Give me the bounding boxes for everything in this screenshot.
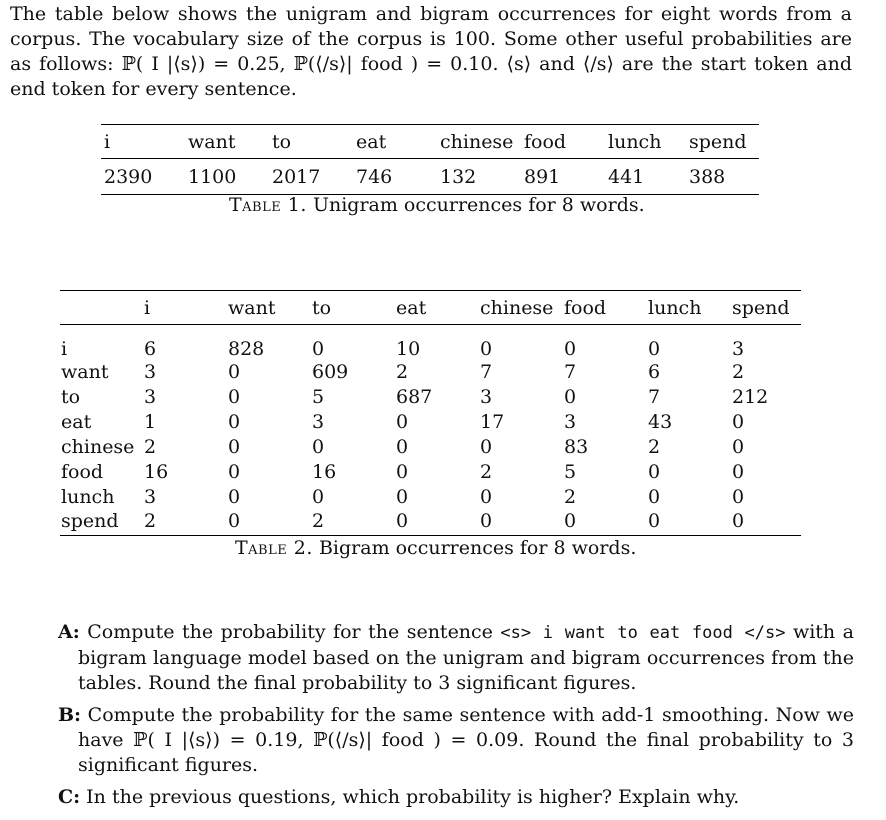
bigram-cell: 17: [480, 411, 505, 433]
bigram-row: [60, 360, 801, 385]
unigram-header-cell: food: [524, 130, 567, 153]
unigram-caption-label: Table 1.: [229, 194, 307, 216]
bigram-cell: 3: [144, 386, 157, 408]
bigram-row-label: eat: [61, 411, 92, 433]
bigram-row-label: chinese: [61, 436, 135, 458]
bigram-row: [60, 435, 801, 460]
bigram-cell: 2: [396, 361, 409, 383]
unigram-value-cell: 2390: [104, 165, 153, 188]
unigram-value-cell: 388: [689, 165, 726, 188]
bigram-cell: 2: [732, 361, 745, 383]
intro-math-1: ℙ( I |⟨s⟩) = 0.25, ℙ(⟨/s⟩| food ) = 0.10.: [121, 53, 499, 75]
bigram-cell: 7: [564, 361, 577, 383]
bigram-row-label: want: [61, 361, 109, 383]
bigram-cell: 0: [228, 509, 241, 532]
question-b-text-2: Round the final probability to 3 significant figures.: [78, 729, 855, 776]
bigram-cell: 0: [480, 337, 493, 360]
bigram-header-cell: food: [564, 296, 607, 319]
bigram-table: [60, 290, 801, 536]
bigram-header-cell: i: [144, 296, 151, 319]
bigram-row: [60, 485, 801, 510]
question-a-text-2: with a bigram language model based on the unigram and bigram occurrences from the tables. Round the final probability to 3 significant figures.: [78, 621, 854, 694]
bigram-header-row: [60, 291, 801, 325]
bigram-cell: 3: [144, 361, 157, 383]
bigram-cell: 3: [480, 386, 493, 408]
bigram-row-label: to: [61, 386, 81, 408]
bigram-caption-label: Table 2.: [235, 537, 313, 559]
bigram-cell: 0: [564, 509, 577, 532]
unigram-header-cell: chinese: [440, 130, 514, 153]
question-c-text: In the previous questions, which probability is higher? Explain why.: [80, 786, 740, 808]
bigram-cell: 10: [396, 337, 421, 360]
bigram-cell: 0: [648, 461, 661, 483]
question-c: [58, 785, 854, 810]
bigram-cell: 0: [396, 509, 409, 532]
bigram-cell: 0: [648, 337, 661, 360]
question-c-label: C:: [58, 786, 81, 808]
bigram-cell: 5: [564, 461, 577, 483]
bigram-cell: 43: [648, 411, 673, 433]
bigram-cell: 0: [228, 486, 241, 508]
bigram-cell: 0: [480, 486, 493, 508]
bigram-header-cell: want: [228, 296, 276, 319]
bigram-corner-cell: [60, 291, 144, 325]
unigram-table-caption: [229, 194, 645, 216]
bigram-row: [60, 325, 801, 360]
question-b-text: Compute the probability for the same sentence with add-1 smoothing. Now we have: [78, 704, 854, 751]
bigram-cell: 0: [312, 486, 325, 508]
bigram-header-cell: spend: [732, 296, 790, 319]
bigram-caption-text: Bigram occurrences for 8 words.: [318, 537, 637, 559]
unigram-header-cell: spend: [689, 130, 747, 153]
bigram-row-label: i: [61, 337, 68, 360]
bigram-cell: 0: [564, 337, 577, 360]
bigram-row-label: spend: [61, 509, 119, 532]
bigram-cell: 0: [396, 411, 409, 433]
unigram-header-row: [101, 125, 759, 159]
unigram-header-cell: want: [188, 130, 236, 153]
bigram-cell: 83: [564, 436, 589, 458]
bigram-cell: 0: [312, 337, 325, 360]
question-a: [58, 620, 854, 696]
unigram-value-cell: 891: [524, 165, 561, 188]
bigram-cell: 0: [228, 386, 241, 408]
bigram-body: [60, 325, 801, 536]
bigram-cell: 2: [564, 486, 577, 508]
intro-paragraph: [10, 2, 859, 102]
bigram-cell: 0: [396, 461, 409, 483]
unigram-value-row: [101, 159, 759, 195]
unigram-table: [101, 124, 759, 195]
bigram-cell: 2: [480, 461, 493, 483]
question-b-label: B:: [58, 704, 82, 726]
unigram-header-cell: i: [104, 130, 111, 153]
bigram-cell: 0: [564, 386, 577, 408]
bigram-cell: 0: [396, 486, 409, 508]
bigram-cell: 0: [732, 461, 745, 483]
bigram-row: [60, 510, 801, 536]
bigram-cell: 0: [228, 436, 241, 458]
bigram-header-cell: to: [312, 296, 332, 319]
bigram-cell: 3: [732, 337, 745, 360]
bigram-cell: 0: [648, 509, 661, 532]
bigram-cell: 0: [228, 361, 241, 383]
bigram-header-cell: chinese: [480, 296, 554, 319]
question-a-code: <s> i want to eat food </s>: [500, 623, 786, 643]
bigram-cell: 0: [480, 509, 493, 532]
unigram-value-cell: 441: [608, 165, 645, 188]
bigram-cell: 16: [312, 461, 337, 483]
bigram-cell: 687: [396, 386, 433, 408]
bigram-cell: 2: [144, 509, 157, 532]
bigram-cell: 5: [312, 386, 325, 408]
intro-text-1: The table below shows the unigram and bigram occurrences for eight words from a corpus. The vocabulary size of the corpus is 100. Some other useful probabilities are as follows:: [10, 3, 859, 75]
unigram-value-cell: 132: [440, 165, 477, 188]
bigram-cell: 2: [312, 509, 325, 532]
bigram-cell: 609: [312, 361, 349, 383]
bigram-cell: 1: [144, 411, 157, 433]
bigram-header-cell: lunch: [648, 296, 702, 319]
bigram-row-label: lunch: [61, 486, 115, 508]
question-b-math: ℙ( I |⟨s⟩) = 0.19, ℙ(⟨/s⟩| food ) = 0.09.: [133, 729, 525, 751]
bigram-row: [60, 460, 801, 485]
unigram-value-cell: 2017: [272, 165, 321, 188]
unigram-caption-text: Unigram occurrences for 8 words.: [312, 194, 645, 216]
bigram-cell: 0: [648, 486, 661, 508]
bigram-header-cell: eat: [396, 296, 427, 319]
bigram-row: [60, 410, 801, 435]
bigram-cell: 0: [312, 436, 325, 458]
bigram-cell: 212: [732, 386, 769, 408]
intro-text-2: ⟨s⟩ and ⟨/s⟩ are the start token and end token for every sentence.: [10, 53, 859, 100]
bigram-row: [60, 385, 801, 410]
unigram-header-cell: lunch: [608, 130, 662, 153]
question-b: [58, 703, 854, 778]
unigram-header-cell: to: [272, 130, 292, 153]
bigram-cell: 16: [144, 461, 169, 483]
bigram-cell: 3: [564, 411, 577, 433]
bigram-cell: 6: [144, 337, 157, 360]
bigram-cell: 0: [732, 411, 745, 433]
unigram-header-cell: eat: [356, 130, 387, 153]
bigram-cell: 7: [480, 361, 493, 383]
bigram-cell: 828: [228, 337, 265, 360]
bigram-row-label: food: [61, 461, 104, 483]
unigram-value-cell: 746: [356, 165, 393, 188]
bigram-cell: 0: [732, 486, 745, 508]
bigram-cell: 0: [396, 436, 409, 458]
bigram-cell: 2: [648, 436, 661, 458]
bigram-cell: 3: [144, 486, 157, 508]
bigram-cell: 0: [228, 461, 241, 483]
bigram-cell: 6: [648, 361, 661, 383]
bigram-table-caption: [235, 537, 636, 559]
question-a-text: Compute the probability for the sentence: [79, 621, 501, 643]
question-a-label: A:: [58, 621, 80, 643]
bigram-cell: 0: [480, 436, 493, 458]
bigram-cell: 0: [732, 509, 745, 532]
bigram-cell: 0: [732, 436, 745, 458]
bigram-cell: 0: [228, 411, 241, 433]
unigram-value-cell: 1100: [188, 165, 237, 188]
bigram-cell: 2: [144, 436, 157, 458]
questions: [58, 620, 854, 817]
bigram-cell: 7: [648, 386, 661, 408]
bigram-cell: 3: [312, 411, 325, 433]
